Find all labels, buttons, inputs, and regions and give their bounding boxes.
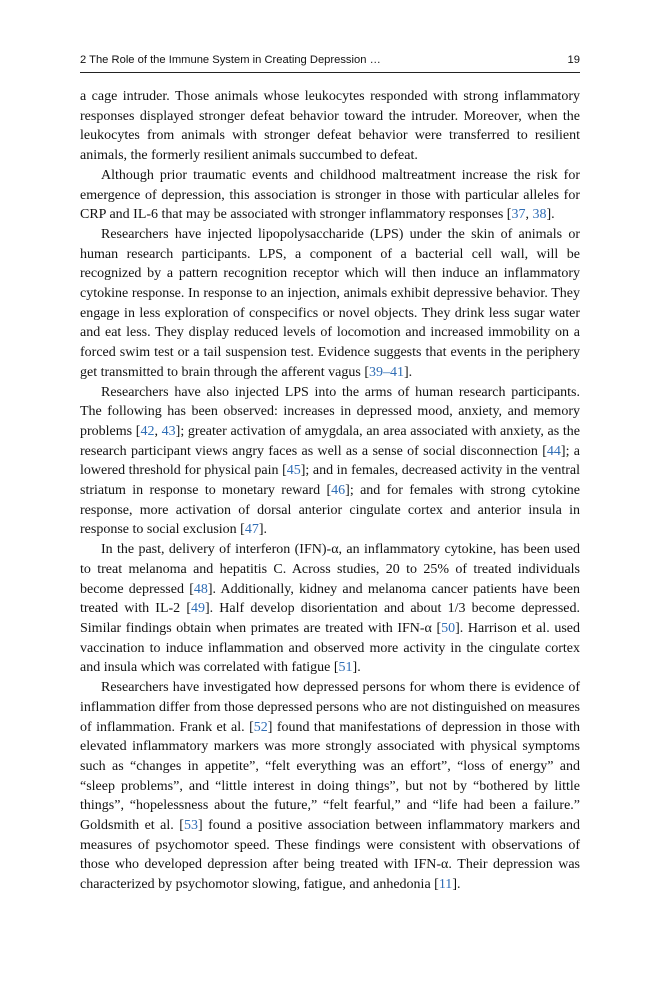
reference-link[interactable]: 47 <box>244 522 259 538</box>
reference-link[interactable]: 50 <box>441 620 456 636</box>
paragraph <box>80 383 580 541</box>
paragraph <box>80 678 580 895</box>
paragraph <box>80 225 580 383</box>
reference-link[interactable]: 38 <box>532 207 547 223</box>
reference-link[interactable]: 45 <box>286 463 301 479</box>
reference-link[interactable]: 48 <box>193 581 208 597</box>
paragraph-text: a cage intruder. Those animals whose leukocytes responded with strong inflammatory responses displayed stronger defeat behavior toward the intruder. Moreover, when the leukocytes from animals with stronger defeat behavior were transferred to resilient animals, the formerly resilient animals succumbed to defeat. <box>80 89 580 164</box>
paragraph <box>80 87 580 166</box>
paragraph-text: ]. Harrison et al. used vaccination to induce inflammation and observed more activity in the cingulate cortex and insula which was correlated with fatigue [ <box>80 620 580 676</box>
reference-link[interactable]: 39–41 <box>369 364 404 380</box>
header-rule <box>80 72 580 73</box>
running-header <box>80 54 580 72</box>
paragraph-text: , <box>525 207 533 223</box>
paragraph-text: ] found a positive association between inflammatory markers and measures of psychomotor speed. These findings were consistent with observations of those who developed depression after being treated with IFN-α. Their depression was characterized by psychomotor slowing, fatigue, and anhedonia [ <box>80 818 580 893</box>
paragraph-text: Although prior traumatic events and childhood maltreatment increase the risk for emergence of depression, this association is stronger in those with particular alleles for CRP and IL-6 that may be associated with stronger inflammatory responses [ <box>80 167 580 223</box>
paragraph-text: Researchers have also injected LPS into the arms of human research participants. The following has been observed: increases in depressed mood, anxiety, and memory problems [ <box>80 384 580 439</box>
reference-link[interactable]: 44 <box>546 443 561 459</box>
reference-link[interactable]: 51 <box>338 660 353 676</box>
reference-link[interactable]: 42 <box>140 423 155 439</box>
paragraph-text: ]. <box>452 877 461 893</box>
reference-link[interactable]: 11 <box>438 877 453 893</box>
paragraph <box>80 166 580 225</box>
paragraph-text: ]. <box>546 207 555 223</box>
paragraph-text: Researchers have injected lipopolysaccharide (LPS) under the skin of animals or human research participants. LPS, a component of a bacterial cell wall, will be recognized by a pattern recognition receptor which will then induce an inflammatory cytokine response. In response to an injection, animals exhibit depressive behavior. They engage in less exploration of conspecifics or novel objects. They drink less sugar water and eat less. They display reduced levels of locomotion and increased immobility on a forced swim test or a tail suspension test. Evidence suggests that events in the periphery get transmitted to brain through the afferent vagus [ <box>80 226 580 380</box>
paragraph-text: ]. <box>352 660 361 676</box>
paragraph-text: , <box>154 423 162 439</box>
paragraph-text: ] found that manifestations of depression in those with elevated inflammatory markers was more strongly associated with physical symptoms such as “changes in appetite”, “felt everything was an effort”, “loss of energy” and “sleep problems”, and “little interest in doing things”, but not by “bothered by little things”, “hopelessness about the future,” “felt fearful,” and “life had been a failure.” Goldsmith et al. [ <box>80 719 580 834</box>
paragraph-text: ]. <box>258 522 268 538</box>
reference-link[interactable]: 49 <box>190 601 205 617</box>
paragraph-text: ]; a lowered threshold for physical pain [ <box>80 443 581 479</box>
body-text <box>80 87 580 895</box>
reference-link[interactable]: 43 <box>161 423 176 439</box>
paragraph-text: ]. Additionally, kidney and melanoma cancer patients have been treated with IL-2 [ <box>80 581 580 617</box>
paragraph-text: Researchers have investigated how depressed persons for whom there is evidence of inflammation differ from those depressed persons who are not distinguished on measures of inflammation. Frank et al. [ <box>80 680 580 735</box>
paragraph-text: ]. <box>404 364 413 380</box>
reference-link[interactable]: 53 <box>183 818 198 834</box>
reference-link[interactable]: 37 <box>511 207 526 223</box>
reference-link[interactable]: 46 <box>331 483 346 499</box>
paragraph <box>80 540 580 678</box>
reference-link[interactable]: 52 <box>253 719 268 735</box>
running-title: 2 The Role of the Immune System in Creating Depression … <box>80 54 381 66</box>
paragraph-text: ]; and in females, decreased activity in the ventral striatum in response to monetary reward [ <box>80 463 580 499</box>
page-number: 19 <box>567 54 580 66</box>
paragraph-text: ]; and for females with strong cytokine response, more activation of dorsal anterior cingulate cortex and anterior insula in response to social exclusion [ <box>80 483 581 538</box>
paragraph-text: ]; greater activation of amygdala, an area associated with anxiety, as the research participant views angry faces as well as a sense of social disconnection [ <box>80 423 581 459</box>
paragraph-text: In the past, delivery of interferon (IFN)-α, an inflammatory cytokine, has been used to treat melanoma and hepatitis C. Across studies, 20 to 25% of treated individuals become depressed [ <box>80 542 580 597</box>
paragraph-text: ]. Half develop disorientation and about 1/3 become depressed. Similar findings obtain when primates are treated with IFN-α [ <box>80 601 581 636</box>
